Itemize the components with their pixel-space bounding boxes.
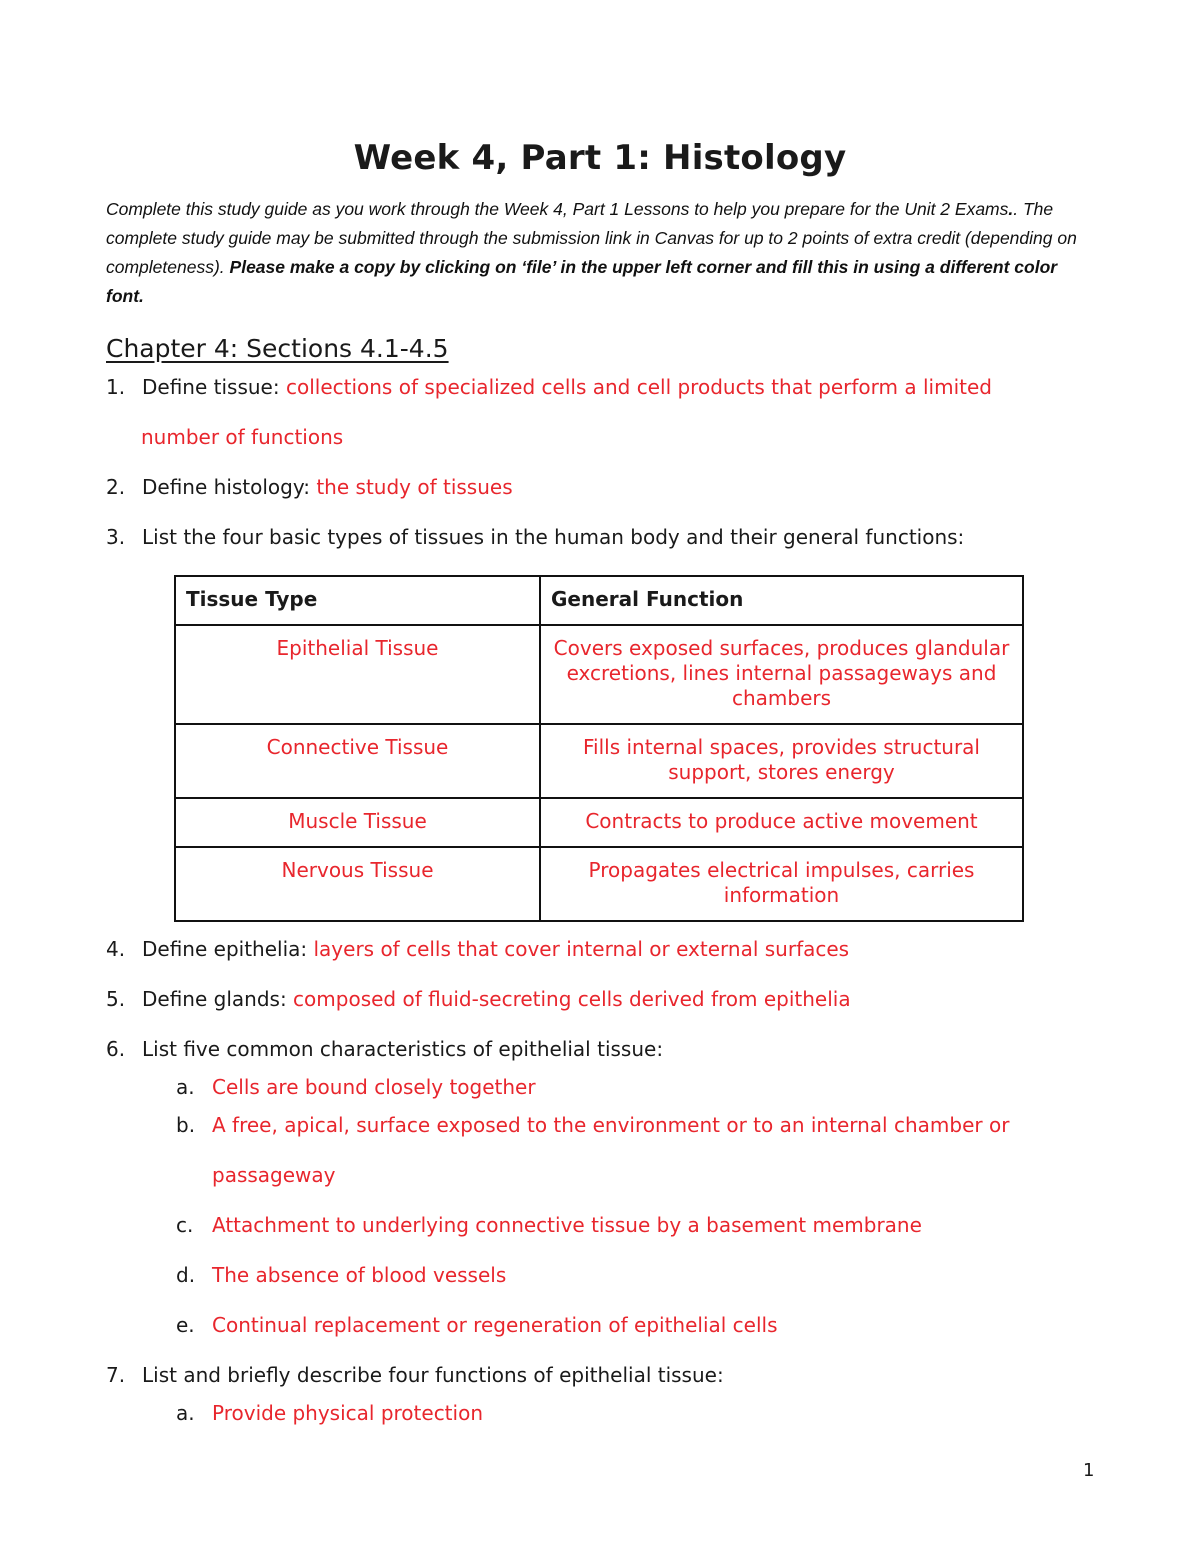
list-answer: Cells are bound closely together <box>212 1075 536 1099</box>
question-prompt: List five common characteristics of epithelial tissue: <box>142 1037 664 1061</box>
question-number: 2. <box>106 475 126 499</box>
question-prompt: Define tissue: <box>142 375 286 399</box>
table-row <box>175 724 1023 798</box>
table-header-general-function: General Function <box>540 576 1023 625</box>
list-letter: d. <box>176 1263 196 1287</box>
table-row <box>175 625 1023 724</box>
list-answer: A free, apical, surface exposed to the environment or to an internal chamber or <box>212 1113 1010 1137</box>
question-prompt: Define epithelia: <box>142 937 314 961</box>
question-1-answer-continued: number of functions <box>141 425 344 449</box>
table-row <box>175 798 1023 847</box>
list-letter: c. <box>176 1213 194 1237</box>
question-prompt: Define histology: <box>142 475 317 499</box>
tissue-function-cell: Propagates electrical impulses, carries information <box>540 847 1023 921</box>
list-letter: e. <box>176 1313 195 1337</box>
list-answer: Attachment to underlying connective tissue by a basement membrane <box>212 1213 922 1237</box>
list-answer-continued: passageway <box>212 1163 336 1187</box>
list-answer: The absence of blood vessels <box>212 1263 507 1287</box>
list-answer: Continual replacement or regeneration of epithelial cells <box>212 1313 778 1337</box>
table-header-tissue-type: Tissue Type <box>175 576 540 625</box>
list-item <box>176 1100 1009 1150</box>
question-number: 7. <box>106 1363 126 1387</box>
table-row <box>175 847 1023 921</box>
tissue-type-cell: Nervous Tissue <box>175 847 540 921</box>
intro-paragraph <box>106 195 1086 311</box>
list-letter: b. <box>176 1113 196 1137</box>
list-letter: a. <box>176 1075 195 1099</box>
question-number: 3. <box>106 525 126 549</box>
tissue-type-cell: Muscle Tissue <box>175 798 540 847</box>
chapter-heading: Chapter 4: Sections 4.1-4.5 <box>106 334 449 363</box>
question-number: 1. <box>106 375 126 399</box>
tissue-type-cell: Connective Tissue <box>175 724 540 798</box>
list-item <box>176 1388 483 1438</box>
list-item <box>176 1250 506 1300</box>
table-header-row <box>175 576 1023 625</box>
question-answer: composed of fluid-secreting cells derived from epithelia <box>293 987 851 1011</box>
question-number: 6. <box>106 1037 126 1061</box>
question-prompt: Define glands: <box>142 987 294 1011</box>
question-2 <box>106 462 513 512</box>
question-prompt: List the four basic types of tissues in the human body and their general functions: <box>142 525 965 549</box>
page-number: 1 <box>1083 1460 1095 1481</box>
intro-period: . <box>1008 199 1014 219</box>
question-4 <box>106 924 849 974</box>
tissue-type-cell: Epithelial Tissue <box>175 625 540 724</box>
question-prompt: List and briefly describe four functions of epithelial tissue: <box>142 1363 724 1387</box>
list-item <box>176 1300 778 1350</box>
question-number: 5. <box>106 987 126 1011</box>
intro-bold-instruction: Please make a copy by clicking on ‘file’ in the upper left corner and fill this in using a different color font. <box>106 257 1058 306</box>
page-title: Week 4, Part 1: Histology <box>353 138 847 178</box>
tissue-function-cell: Fills internal spaces, provides structural support, stores energy <box>540 724 1023 798</box>
question-3 <box>106 512 964 562</box>
intro-text-1: Complete this study guide as you work through the Week 4, Part 1 Lessons to help you prepare for the Unit 2 Exams <box>106 199 1009 219</box>
question-answer: collections of specialized cells and cell products that perform a limited <box>285 375 992 399</box>
tissue-types-table <box>174 575 1024 922</box>
question-answer: the study of tissues <box>316 475 513 499</box>
list-answer: Provide physical protection <box>212 1401 483 1425</box>
tissue-function-cell: Covers exposed surfaces, produces glandular excretions, lines internal passageways and chambers <box>540 625 1023 724</box>
question-5 <box>106 974 851 1024</box>
tissue-function-cell: Contracts to produce active movement <box>540 798 1023 847</box>
question-number: 4. <box>106 937 126 961</box>
question-answer: layers of cells that cover internal or external surfaces <box>313 937 850 961</box>
list-letter: a. <box>176 1401 195 1425</box>
list-item <box>176 1200 922 1250</box>
question-1 <box>106 362 992 412</box>
intro-text-2: . The complete study guide may be submitted through the submission link in Canvas for up to 2 points of extra credit (depending on completeness). <box>106 199 1077 277</box>
